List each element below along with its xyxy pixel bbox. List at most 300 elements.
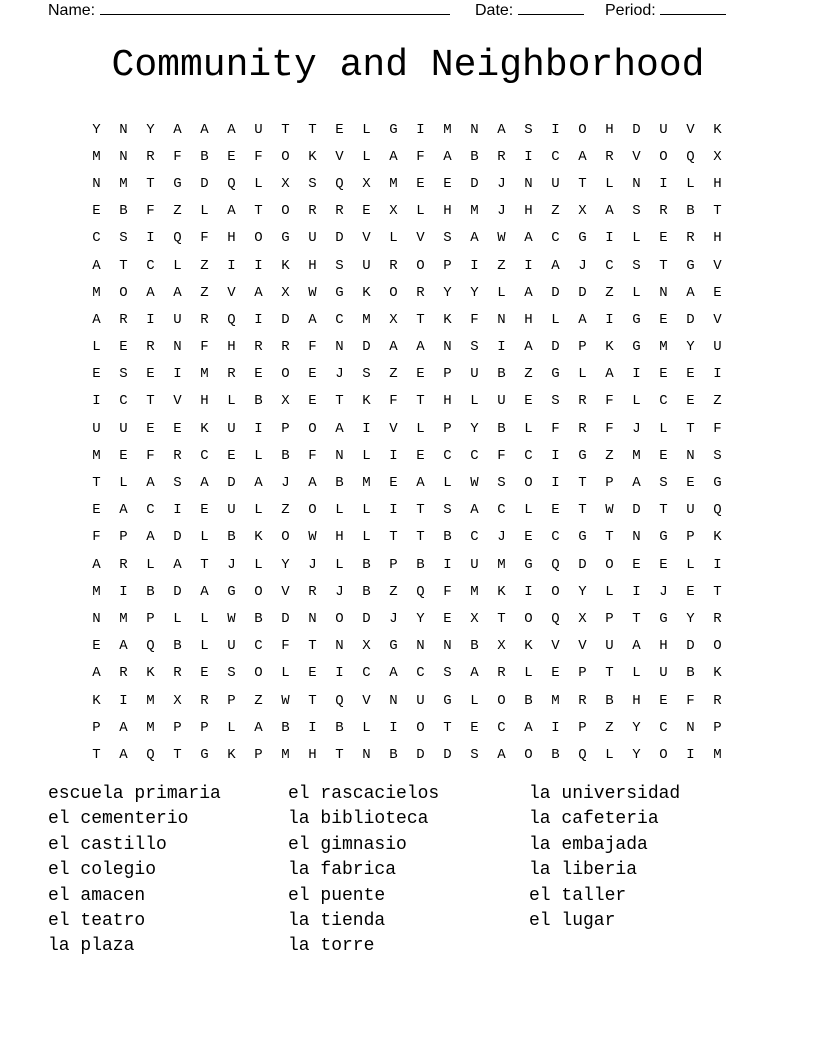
grid-letter[interactable]: S	[119, 230, 128, 247]
grid-letter[interactable]: I	[254, 420, 263, 437]
grid-letter[interactable]: N	[308, 610, 317, 627]
grid-letter[interactable]: Q	[551, 556, 560, 573]
grid-letter[interactable]: O	[416, 257, 425, 274]
grid-letter[interactable]: E	[659, 230, 668, 247]
grid-letter[interactable]: E	[686, 583, 695, 600]
grid-letter[interactable]: Z	[200, 284, 209, 301]
grid-letter[interactable]: D	[362, 610, 371, 627]
grid-letter[interactable]: K	[146, 665, 155, 682]
grid-letter[interactable]: M	[119, 175, 128, 192]
grid-letter[interactable]: A	[173, 121, 182, 138]
grid-letter[interactable]: O	[713, 638, 722, 655]
grid-letter[interactable]: B	[470, 148, 479, 165]
grid-letter[interactable]: U	[470, 366, 479, 383]
grid-letter[interactable]: I	[119, 692, 128, 709]
grid-letter[interactable]: S	[713, 447, 722, 464]
word-search-grid[interactable]	[83, 116, 733, 769]
grid-letter[interactable]: A	[254, 719, 263, 736]
grid-letter[interactable]: L	[686, 175, 695, 192]
grid-letter[interactable]: L	[200, 529, 209, 546]
grid-letter[interactable]: A	[470, 502, 479, 519]
grid-letter[interactable]: I	[632, 583, 641, 600]
grid-letter[interactable]: V	[227, 284, 236, 301]
grid-letter[interactable]: L	[578, 366, 587, 383]
grid-letter[interactable]: P	[578, 339, 587, 356]
grid-letter[interactable]: I	[119, 583, 128, 600]
grid-letter[interactable]: E	[632, 556, 641, 573]
period-blank-line[interactable]	[660, 0, 726, 15]
grid-letter[interactable]: C	[416, 665, 425, 682]
grid-letter[interactable]: C	[470, 447, 479, 464]
grid-letter[interactable]: O	[605, 556, 614, 573]
grid-letter[interactable]: I	[524, 148, 533, 165]
grid-letter[interactable]: H	[443, 393, 452, 410]
grid-letter[interactable]: V	[362, 692, 371, 709]
grid-letter[interactable]: A	[470, 665, 479, 682]
grid-letter[interactable]: D	[281, 311, 290, 328]
grid-letter[interactable]: F	[92, 529, 101, 546]
grid-letter[interactable]: A	[200, 121, 209, 138]
grid-letter[interactable]: A	[524, 339, 533, 356]
grid-letter[interactable]: U	[308, 230, 317, 247]
grid-letter[interactable]: R	[416, 284, 425, 301]
date-field[interactable]	[475, 0, 584, 20]
grid-letter[interactable]: K	[200, 420, 209, 437]
grid-letter[interactable]: Z	[254, 692, 263, 709]
grid-letter[interactable]: A	[632, 638, 641, 655]
grid-letter[interactable]: K	[443, 311, 452, 328]
grid-letter[interactable]: L	[524, 502, 533, 519]
grid-letter[interactable]: A	[389, 148, 398, 165]
grid-letter[interactable]: B	[335, 719, 344, 736]
grid-letter[interactable]: K	[713, 665, 722, 682]
grid-letter[interactable]: E	[119, 447, 128, 464]
grid-letter[interactable]: R	[119, 556, 128, 573]
grid-letter[interactable]: B	[686, 203, 695, 220]
grid-letter[interactable]: L	[362, 719, 371, 736]
grid-letter[interactable]: L	[605, 746, 614, 763]
grid-letter[interactable]: U	[362, 257, 371, 274]
grid-letter[interactable]: O	[335, 610, 344, 627]
grid-letter[interactable]: N	[470, 121, 479, 138]
grid-letter[interactable]: P	[605, 475, 614, 492]
grid-letter[interactable]: J	[497, 203, 506, 220]
grid-letter[interactable]: Z	[389, 583, 398, 600]
grid-letter[interactable]: I	[605, 311, 614, 328]
grid-letter[interactable]: M	[146, 719, 155, 736]
grid-letter[interactable]: S	[443, 502, 452, 519]
grid-letter[interactable]: S	[551, 393, 560, 410]
grid-letter[interactable]: L	[254, 556, 263, 573]
grid-letter[interactable]: I	[470, 257, 479, 274]
grid-letter[interactable]: E	[308, 393, 317, 410]
grid-letter[interactable]: E	[119, 339, 128, 356]
grid-letter[interactable]: Y	[416, 610, 425, 627]
grid-letter[interactable]: A	[173, 556, 182, 573]
grid-letter[interactable]: X	[281, 175, 290, 192]
grid-letter[interactable]: L	[362, 148, 371, 165]
grid-letter[interactable]: F	[713, 420, 722, 437]
grid-letter[interactable]: L	[416, 420, 425, 437]
grid-letter[interactable]: U	[470, 556, 479, 573]
grid-letter[interactable]: T	[632, 610, 641, 627]
grid-letter[interactable]: J	[659, 583, 668, 600]
grid-letter[interactable]: R	[578, 393, 587, 410]
grid-letter[interactable]: T	[416, 529, 425, 546]
grid-letter[interactable]: T	[578, 475, 587, 492]
grid-letter[interactable]: F	[443, 583, 452, 600]
grid-letter[interactable]: T	[146, 175, 155, 192]
grid-letter[interactable]: D	[632, 121, 641, 138]
grid-letter[interactable]: S	[362, 366, 371, 383]
grid-letter[interactable]: U	[659, 121, 668, 138]
grid-letter[interactable]: L	[200, 638, 209, 655]
grid-letter[interactable]: K	[308, 148, 317, 165]
grid-letter[interactable]: R	[308, 203, 317, 220]
grid-letter[interactable]: M	[362, 475, 371, 492]
grid-letter[interactable]: Z	[200, 257, 209, 274]
grid-letter[interactable]: Z	[497, 257, 506, 274]
grid-letter[interactable]: N	[119, 121, 128, 138]
grid-letter[interactable]: B	[389, 746, 398, 763]
grid-letter[interactable]: X	[470, 610, 479, 627]
grid-letter[interactable]: A	[308, 311, 317, 328]
grid-letter[interactable]: L	[200, 203, 209, 220]
grid-letter[interactable]: B	[281, 719, 290, 736]
grid-letter[interactable]: J	[389, 610, 398, 627]
grid-letter[interactable]: E	[92, 203, 101, 220]
grid-letter[interactable]: D	[686, 638, 695, 655]
grid-letter[interactable]: E	[551, 502, 560, 519]
grid-letter[interactable]: C	[605, 257, 614, 274]
grid-letter[interactable]: B	[254, 393, 263, 410]
grid-letter[interactable]: S	[497, 475, 506, 492]
grid-letter[interactable]: C	[659, 719, 668, 736]
date-blank-line[interactable]	[518, 0, 584, 15]
grid-letter[interactable]: N	[335, 638, 344, 655]
grid-letter[interactable]: G	[632, 339, 641, 356]
grid-letter[interactable]: C	[119, 393, 128, 410]
grid-letter[interactable]: K	[281, 257, 290, 274]
grid-letter[interactable]: B	[443, 529, 452, 546]
grid-letter[interactable]: H	[227, 230, 236, 247]
grid-letter[interactable]: N	[92, 175, 101, 192]
grid-letter[interactable]: N	[632, 529, 641, 546]
grid-letter[interactable]: I	[362, 420, 371, 437]
grid-letter[interactable]: B	[146, 583, 155, 600]
grid-letter[interactable]: C	[551, 230, 560, 247]
grid-letter[interactable]: O	[578, 121, 587, 138]
grid-letter[interactable]: A	[443, 148, 452, 165]
grid-letter[interactable]: O	[659, 746, 668, 763]
grid-letter[interactable]: M	[497, 556, 506, 573]
grid-letter[interactable]: X	[173, 692, 182, 709]
grid-letter[interactable]: L	[497, 284, 506, 301]
grid-letter[interactable]: O	[416, 719, 425, 736]
grid-letter[interactable]: I	[524, 583, 533, 600]
grid-letter[interactable]: Z	[173, 203, 182, 220]
grid-letter[interactable]: E	[146, 366, 155, 383]
grid-letter[interactable]: H	[524, 203, 533, 220]
grid-letter[interactable]: A	[227, 121, 236, 138]
grid-letter[interactable]: M	[146, 692, 155, 709]
grid-letter[interactable]: G	[578, 447, 587, 464]
grid-letter[interactable]: B	[497, 420, 506, 437]
grid-letter[interactable]: N	[443, 638, 452, 655]
grid-letter[interactable]: L	[335, 502, 344, 519]
grid-letter[interactable]: V	[578, 638, 587, 655]
grid-letter[interactable]: A	[92, 257, 101, 274]
grid-letter[interactable]: C	[497, 502, 506, 519]
grid-letter[interactable]: H	[713, 175, 722, 192]
grid-letter[interactable]: U	[551, 175, 560, 192]
grid-letter[interactable]: I	[227, 257, 236, 274]
grid-letter[interactable]: K	[227, 746, 236, 763]
grid-letter[interactable]: S	[659, 475, 668, 492]
grid-letter[interactable]: I	[389, 502, 398, 519]
grid-letter[interactable]: R	[119, 665, 128, 682]
grid-letter[interactable]: E	[254, 366, 263, 383]
grid-letter[interactable]: E	[92, 638, 101, 655]
grid-letter[interactable]: I	[605, 230, 614, 247]
grid-letter[interactable]: A	[335, 420, 344, 437]
grid-letter[interactable]: S	[227, 665, 236, 682]
grid-letter[interactable]: U	[254, 121, 263, 138]
grid-letter[interactable]: F	[470, 311, 479, 328]
grid-letter[interactable]: A	[605, 366, 614, 383]
grid-letter[interactable]: A	[578, 148, 587, 165]
name-blank-line[interactable]	[100, 0, 450, 15]
grid-letter[interactable]: F	[146, 203, 155, 220]
grid-letter[interactable]: L	[443, 475, 452, 492]
grid-letter[interactable]: F	[308, 447, 317, 464]
grid-letter[interactable]: R	[146, 339, 155, 356]
grid-letter[interactable]: I	[713, 366, 722, 383]
grid-letter[interactable]: O	[524, 610, 533, 627]
grid-letter[interactable]: Q	[686, 148, 695, 165]
grid-letter[interactable]: L	[632, 393, 641, 410]
grid-letter[interactable]: L	[632, 665, 641, 682]
grid-letter[interactable]: A	[92, 311, 101, 328]
grid-letter[interactable]: O	[119, 284, 128, 301]
name-field[interactable]	[48, 0, 450, 20]
grid-letter[interactable]: B	[200, 148, 209, 165]
grid-letter[interactable]: K	[713, 529, 722, 546]
grid-letter[interactable]: L	[605, 583, 614, 600]
grid-letter[interactable]: P	[281, 420, 290, 437]
grid-letter[interactable]: P	[713, 719, 722, 736]
grid-letter[interactable]: Z	[551, 203, 560, 220]
grid-letter[interactable]: I	[254, 311, 263, 328]
grid-letter[interactable]: R	[200, 692, 209, 709]
grid-letter[interactable]: L	[470, 393, 479, 410]
grid-letter[interactable]: Y	[632, 719, 641, 736]
grid-letter[interactable]: M	[362, 311, 371, 328]
grid-letter[interactable]: G	[200, 746, 209, 763]
grid-letter[interactable]: A	[524, 230, 533, 247]
grid-letter[interactable]: V	[389, 420, 398, 437]
grid-letter[interactable]: L	[173, 257, 182, 274]
grid-letter[interactable]: S	[632, 203, 641, 220]
grid-letter[interactable]: A	[470, 230, 479, 247]
grid-letter[interactable]: H	[713, 230, 722, 247]
grid-letter[interactable]: M	[632, 447, 641, 464]
grid-letter[interactable]: O	[389, 284, 398, 301]
grid-letter[interactable]: T	[659, 257, 668, 274]
grid-letter[interactable]: L	[362, 447, 371, 464]
grid-letter[interactable]: L	[470, 692, 479, 709]
grid-letter[interactable]: T	[578, 175, 587, 192]
grid-letter[interactable]: S	[524, 121, 533, 138]
grid-letter[interactable]: A	[119, 719, 128, 736]
grid-letter[interactable]: O	[524, 475, 533, 492]
grid-letter[interactable]: M	[659, 339, 668, 356]
grid-letter[interactable]: U	[227, 502, 236, 519]
grid-letter[interactable]: I	[146, 230, 155, 247]
grid-letter[interactable]: X	[389, 311, 398, 328]
grid-letter[interactable]: K	[362, 393, 371, 410]
grid-letter[interactable]: E	[416, 447, 425, 464]
grid-letter[interactable]: X	[281, 393, 290, 410]
grid-letter[interactable]: V	[686, 121, 695, 138]
grid-letter[interactable]: G	[659, 610, 668, 627]
grid-letter[interactable]: Y	[578, 583, 587, 600]
grid-letter[interactable]: E	[659, 366, 668, 383]
grid-letter[interactable]: E	[659, 556, 668, 573]
grid-letter[interactable]: R	[605, 148, 614, 165]
grid-letter[interactable]: R	[281, 339, 290, 356]
grid-letter[interactable]: U	[686, 502, 695, 519]
grid-letter[interactable]: L	[632, 284, 641, 301]
grid-letter[interactable]: M	[92, 284, 101, 301]
grid-letter[interactable]: L	[254, 502, 263, 519]
grid-letter[interactable]: T	[92, 746, 101, 763]
grid-letter[interactable]: U	[173, 311, 182, 328]
grid-letter[interactable]: T	[173, 746, 182, 763]
grid-letter[interactable]: Q	[227, 311, 236, 328]
grid-letter[interactable]: P	[578, 719, 587, 736]
grid-letter[interactable]: E	[443, 175, 452, 192]
grid-letter[interactable]: M	[713, 746, 722, 763]
grid-letter[interactable]: L	[200, 610, 209, 627]
grid-letter[interactable]: C	[200, 447, 209, 464]
grid-letter[interactable]: X	[362, 638, 371, 655]
grid-letter[interactable]: O	[497, 692, 506, 709]
grid-letter[interactable]: I	[686, 746, 695, 763]
grid-letter[interactable]: J	[335, 583, 344, 600]
grid-letter[interactable]: A	[686, 284, 695, 301]
grid-letter[interactable]: D	[281, 610, 290, 627]
grid-letter[interactable]: A	[416, 339, 425, 356]
grid-letter[interactable]: E	[92, 502, 101, 519]
grid-letter[interactable]: E	[200, 665, 209, 682]
grid-letter[interactable]: S	[443, 230, 452, 247]
grid-letter[interactable]: T	[605, 529, 614, 546]
grid-letter[interactable]: W	[497, 230, 506, 247]
grid-letter[interactable]: O	[254, 665, 263, 682]
grid-letter[interactable]: P	[92, 719, 101, 736]
grid-letter[interactable]: I	[713, 556, 722, 573]
grid-letter[interactable]: S	[470, 746, 479, 763]
grid-letter[interactable]: P	[578, 665, 587, 682]
grid-letter[interactable]: D	[632, 502, 641, 519]
grid-letter[interactable]: N	[497, 311, 506, 328]
grid-letter[interactable]: A	[497, 121, 506, 138]
grid-letter[interactable]: W	[227, 610, 236, 627]
grid-letter[interactable]: M	[92, 447, 101, 464]
grid-letter[interactable]: Y	[632, 746, 641, 763]
grid-letter[interactable]: R	[119, 311, 128, 328]
grid-letter[interactable]: U	[119, 420, 128, 437]
grid-letter[interactable]: H	[308, 746, 317, 763]
grid-letter[interactable]: E	[659, 311, 668, 328]
grid-letter[interactable]: X	[362, 175, 371, 192]
grid-letter[interactable]: U	[713, 339, 722, 356]
grid-letter[interactable]: B	[254, 610, 263, 627]
grid-letter[interactable]: Z	[389, 366, 398, 383]
grid-letter[interactable]: E	[524, 393, 533, 410]
grid-letter[interactable]: E	[416, 175, 425, 192]
grid-letter[interactable]: E	[227, 148, 236, 165]
grid-letter[interactable]: M	[281, 746, 290, 763]
grid-letter[interactable]: L	[146, 556, 155, 573]
grid-letter[interactable]: A	[92, 665, 101, 682]
grid-letter[interactable]: D	[551, 339, 560, 356]
grid-letter[interactable]: I	[308, 719, 317, 736]
grid-letter[interactable]: F	[551, 420, 560, 437]
grid-letter[interactable]: C	[146, 257, 155, 274]
grid-letter[interactable]: C	[254, 638, 263, 655]
grid-letter[interactable]: Z	[605, 284, 614, 301]
grid-letter[interactable]: A	[605, 203, 614, 220]
grid-letter[interactable]: L	[524, 665, 533, 682]
grid-letter[interactable]: A	[497, 746, 506, 763]
grid-letter[interactable]: T	[686, 420, 695, 437]
grid-letter[interactable]: B	[605, 692, 614, 709]
grid-letter[interactable]: N	[632, 175, 641, 192]
grid-letter[interactable]: J	[335, 366, 344, 383]
grid-letter[interactable]: F	[605, 420, 614, 437]
grid-letter[interactable]: O	[524, 746, 533, 763]
grid-letter[interactable]: I	[416, 121, 425, 138]
grid-letter[interactable]: V	[632, 148, 641, 165]
grid-letter[interactable]: U	[659, 665, 668, 682]
grid-letter[interactable]: A	[254, 284, 263, 301]
grid-letter[interactable]: B	[227, 529, 236, 546]
grid-letter[interactable]: H	[605, 121, 614, 138]
grid-letter[interactable]: E	[227, 447, 236, 464]
grid-letter[interactable]: Y	[686, 610, 695, 627]
grid-letter[interactable]: Q	[713, 502, 722, 519]
grid-letter[interactable]: U	[227, 638, 236, 655]
grid-letter[interactable]: L	[119, 475, 128, 492]
grid-letter[interactable]: T	[281, 121, 290, 138]
grid-letter[interactable]: E	[146, 420, 155, 437]
grid-letter[interactable]: I	[443, 556, 452, 573]
grid-letter[interactable]: R	[173, 447, 182, 464]
grid-letter[interactable]: D	[443, 746, 452, 763]
grid-letter[interactable]: T	[200, 556, 209, 573]
grid-letter[interactable]: N	[335, 447, 344, 464]
grid-letter[interactable]: L	[416, 203, 425, 220]
grid-letter[interactable]: T	[497, 610, 506, 627]
grid-letter[interactable]: M	[389, 175, 398, 192]
grid-letter[interactable]: P	[605, 610, 614, 627]
grid-letter[interactable]: V	[362, 230, 371, 247]
grid-letter[interactable]: A	[146, 284, 155, 301]
grid-letter[interactable]: Z	[713, 393, 722, 410]
grid-letter[interactable]: K	[362, 284, 371, 301]
